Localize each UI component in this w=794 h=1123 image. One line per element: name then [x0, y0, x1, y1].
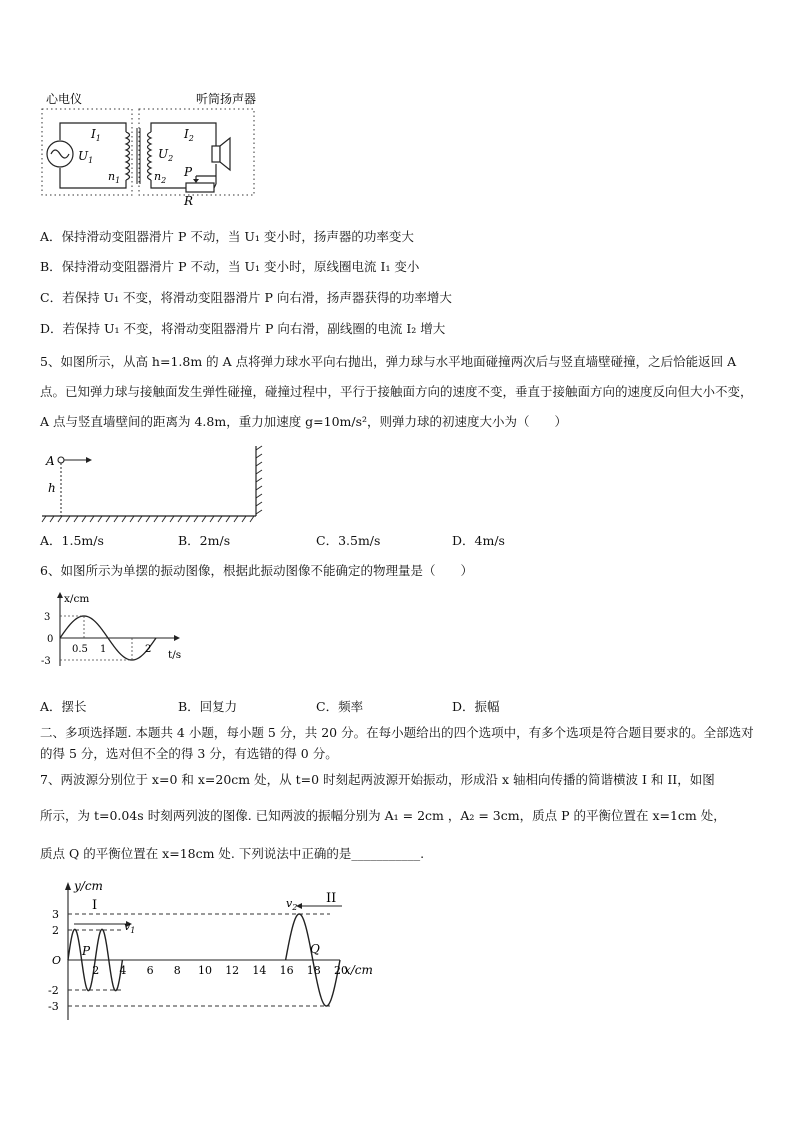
q7-xtick-14: 14: [252, 964, 267, 977]
q6-ytick-neg3: -3: [41, 656, 51, 667]
q7-y-label: y/cm: [74, 879, 103, 893]
q6-xtick-1: 1: [100, 644, 107, 655]
q7-xtick-6: 6: [146, 964, 154, 977]
q7-P-label: P: [82, 944, 91, 958]
label-speaker: 听筒扬声器: [196, 92, 257, 106]
q6-x-label: t/s: [168, 649, 182, 661]
q6-option-a: A．摆长: [40, 699, 87, 714]
label-U2: $U_2$: [158, 147, 174, 163]
label-U1: $U_1$: [78, 149, 94, 165]
q6-xtick-05: 0.5: [72, 644, 88, 655]
q7-xtick-12: 12: [225, 964, 240, 977]
q6-option-c: C．频率: [316, 699, 364, 714]
q5-option-a: A．1.5m/s: [40, 533, 104, 548]
section2-heading: 二、多项选择题. 本题共 4 小题，每小题 5 分，共 20 分。在每小题给出的四个选项中，有多个选项是符合题目要求的。全部选对的得 5 分，选对但不全的得 3 分，有选错的得 0 分。: [40, 725, 754, 761]
q5-option-d: D．4m/s: [452, 533, 505, 548]
q4-option-a: A．保持滑动变阻器滑片 P 不动，当 U₁ 变小时，扬声器的功率变大: [40, 229, 414, 244]
transformer-circuit-figure: [36, 88, 276, 213]
q7-xtick-8: 8: [173, 964, 181, 977]
q6-y-label: x/cm: [64, 593, 90, 605]
q7-line1: 7、两波源分别位于 x=0 和 x=20cm 处，从 t=0 时刻起两波源开始振动，形成沿 x 轴相向传播的简谐横波 I 和 II，如图: [40, 772, 715, 787]
q7-wave-graph: [40, 878, 390, 1023]
q7-xtick-16: 16: [279, 964, 294, 977]
q7-xtick-20: 20: [334, 964, 348, 977]
q7-xtick-10: 10: [198, 964, 212, 977]
q7-x-ticks: [92, 964, 348, 977]
q7-origin: O: [52, 954, 62, 967]
q7-ytick-neg2: -2: [48, 984, 59, 997]
q4-option-b: B．保持滑动变阻器滑片 P 不动，当 U₁ 变小时，原线圈电流 I₁ 变小: [40, 259, 420, 274]
q7-v1-label: $v_1$: [124, 920, 136, 935]
q6-option-b: B．回复力: [178, 699, 238, 714]
q5-label-h: h: [48, 481, 56, 495]
q6-xtick-2: 2: [145, 644, 152, 655]
q7-line2: 所示，为 t=0.04s 时刻两列波的图像. 已知两波的振幅分别为 A₁ = 2cm ，A₂ = 3cm，质点 P 的平衡位置在 x=1cm 处，: [40, 808, 726, 823]
q7-line3: 质点 Q 的平衡位置在 x=18cm 处. 下列说法中正确的是___________.: [40, 846, 425, 861]
q7-x-label: x/cm: [344, 963, 373, 977]
q7-xtick-2: 2: [92, 964, 100, 977]
q6-stem: 6、如图所示为单摆的振动图像，根据此振动图像不能确定的物理量是（ ）: [40, 563, 473, 578]
q5-projectile-figure: [38, 444, 268, 524]
q5-label-A: A: [46, 454, 55, 468]
q6-ytick-0: 0: [47, 634, 54, 645]
label-I1: $I_1$: [91, 127, 101, 143]
q7-Q-label: Q: [310, 942, 320, 956]
q7-v2-label: $v_2$: [286, 897, 298, 912]
label-n2: $n_2$: [154, 170, 167, 185]
label-n1: $n_1$: [108, 170, 121, 185]
q7-xtick-18: 18: [306, 964, 321, 977]
label-ecg: 心电仪: [46, 92, 83, 106]
q7-ytick-neg3: -3: [48, 1000, 59, 1013]
q5-stem: 5、如图所示，从高 h=1.8m 的 A 点将弹力球水平向右抛出，弹力球与水平地面碰撞两次后与竖直墙壁碰撞，之后恰能返回 A 点。已知弹力球与接触面发生弹性碰撞，碰撞过程中，平行于接触面方向的速度不变，垂直于接触面方向的速度反向但大小不变，A 点与竖直墙壁间的距离为 4.8m，重力加速度 g=10m/s²，则弹力球的初速度大小为（ ）: [40, 354, 753, 429]
q5-option-c: C．3.5m/s: [316, 533, 381, 548]
q4-option-d: D．若保持 U₁ 不变，将滑动变阻器滑片 P 向右滑，副线圈的电流 I₂ 增大: [40, 321, 446, 336]
q7-ytick-3: 3: [52, 908, 59, 921]
q7-wave2-label: II: [326, 891, 337, 906]
q4-option-c: C．若保持 U₁ 不变，将滑动变阻器滑片 P 向右滑，扬声器获得的功率增大: [40, 290, 452, 305]
label-R: R: [184, 194, 194, 208]
q6-oscillation-graph: [38, 590, 208, 670]
q6-option-d: D．振幅: [452, 699, 500, 714]
q5-option-b: B．2m/s: [178, 533, 231, 548]
q7-xtick-4: 4: [119, 964, 127, 977]
q7-wave1-label: I: [92, 898, 98, 913]
q6-ytick-3: 3: [44, 612, 51, 623]
label-P: P: [184, 165, 193, 179]
q7-ytick-2: 2: [52, 924, 59, 937]
label-I2: $I_2$: [184, 127, 194, 143]
